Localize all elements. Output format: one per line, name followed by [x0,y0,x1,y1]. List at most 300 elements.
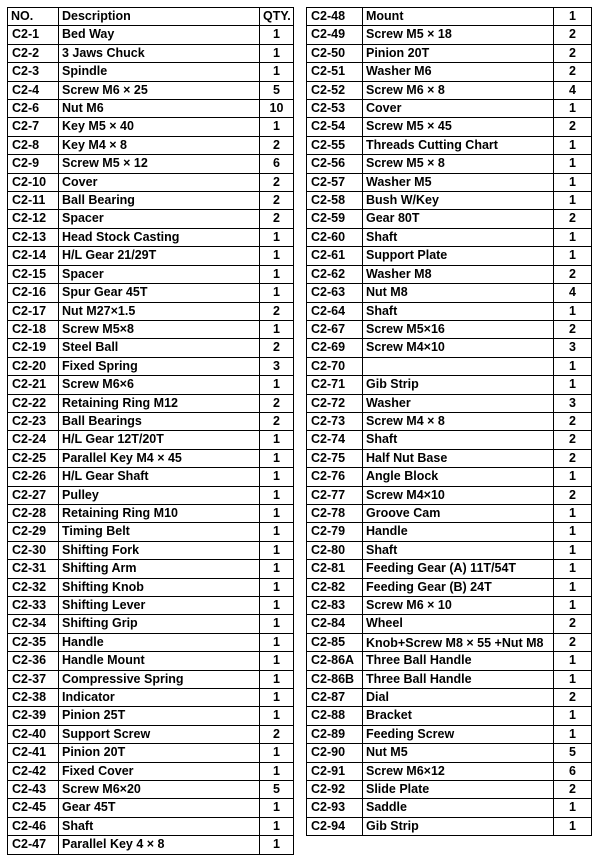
part-quantity: 2 [260,192,294,210]
part-description: Slide Plate [363,781,554,799]
part-quantity: 2 [554,689,592,707]
table-row [307,228,592,246]
table-row [307,615,592,633]
part-quantity: 1 [260,633,294,651]
part-quantity: 1 [554,707,592,725]
part-quantity: 3 [260,357,294,375]
part-number: C2-34 [8,615,59,633]
part-description: Nut M5 [363,744,554,762]
part-number: C2-18 [8,320,59,338]
part-description: Retaining Ring M10 [59,504,260,522]
part-description: Screw M5 × 45 [363,118,554,136]
table-row [8,652,294,670]
part-description: Fixed Spring [59,357,260,375]
part-description: Gib Strip [363,817,554,835]
part-quantity: 1 [260,118,294,136]
part-number: C2-61 [307,247,363,265]
table-row [8,836,294,854]
part-number: C2-62 [307,265,363,283]
part-quantity: 1 [260,247,294,265]
table-row [8,118,294,136]
part-number: C2-59 [307,210,363,228]
part-number: C2-36 [8,652,59,670]
header-no: NO. [8,8,59,26]
part-quantity: 1 [554,228,592,246]
part-description: Nut M8 [363,284,554,302]
part-quantity: 2 [554,63,592,81]
part-description: Washer [363,394,554,412]
part-quantity: 1 [554,725,592,743]
part-number: C2-77 [307,486,363,504]
part-description: Dial [363,689,554,707]
part-quantity: 1 [554,192,592,210]
part-number: C2-32 [8,578,59,596]
part-description: Shifting Fork [59,541,260,559]
part-number: C2-3 [8,63,59,81]
part-number: C2-46 [8,817,59,835]
part-quantity: 1 [260,707,294,725]
table-row [8,357,294,375]
part-description: Key M5 × 40 [59,118,260,136]
part-quantity: 1 [554,247,592,265]
part-description: Washer M5 [363,173,554,191]
part-description: Washer M6 [363,63,554,81]
part-number: C2-35 [8,633,59,651]
table-row [8,817,294,835]
table-row [8,376,294,394]
part-quantity: 6 [554,762,592,780]
part-number: C2-28 [8,504,59,522]
part-description: Key M4 × 8 [59,136,260,154]
table-row [307,725,592,743]
table-row [8,504,294,522]
part-number: C2-70 [307,357,363,375]
table-row [307,633,592,651]
part-quantity: 1 [554,357,592,375]
table-row [8,689,294,707]
table-row [307,597,592,615]
part-quantity: 2 [554,431,592,449]
part-description: H/L Gear 21/29T [59,247,260,265]
table-row [307,210,592,228]
part-quantity: 1 [260,486,294,504]
table-row [307,431,592,449]
table-row [8,744,294,762]
part-number: C2-14 [8,247,59,265]
part-number: C2-78 [307,504,363,522]
part-quantity: 1 [260,689,294,707]
part-quantity: 1 [554,504,592,522]
part-number: C2-52 [307,81,363,99]
part-number: C2-19 [8,339,59,357]
part-number: C2-51 [307,63,363,81]
parts-table-right [306,7,592,836]
part-quantity: 2 [554,210,592,228]
part-description: Three Ball Handle [363,670,554,688]
part-quantity: 2 [260,136,294,154]
table-row [307,44,592,62]
part-number: C2-11 [8,192,59,210]
table-row [307,652,592,670]
part-description: Support Screw [59,725,260,743]
table-row [307,26,592,44]
part-description: Shifting Grip [59,615,260,633]
part-quantity: 6 [260,155,294,173]
part-number: C2-86B [307,670,363,688]
part-quantity: 1 [554,468,592,486]
part-number: C2-30 [8,541,59,559]
part-quantity: 1 [554,155,592,173]
part-description: Screw M6 × 10 [363,597,554,615]
part-description: Screw M5×8 [59,320,260,338]
part-quantity: 2 [554,265,592,283]
part-number: C2-4 [8,81,59,99]
part-description: Screw M6 × 8 [363,81,554,99]
table-row [8,100,294,118]
table-row [8,670,294,688]
part-quantity: 1 [260,836,294,854]
part-quantity: 1 [260,449,294,467]
part-quantity: 2 [260,339,294,357]
part-quantity: 1 [554,597,592,615]
part-description: Screw M6×20 [59,781,260,799]
part-description: Steel Ball [59,339,260,357]
part-quantity: 5 [260,81,294,99]
table-row [8,762,294,780]
table-row [307,357,592,375]
table-row [8,541,294,559]
part-description: Screw M5×16 [363,320,554,338]
part-number: C2-53 [307,100,363,118]
part-description: Cover [59,173,260,191]
part-quantity: 1 [260,817,294,835]
part-number: C2-50 [307,44,363,62]
part-description: Groove Cam [363,504,554,522]
part-description: Shifting Lever [59,597,260,615]
table-row [8,284,294,302]
part-quantity: 4 [554,81,592,99]
part-description: Pinion 20T [59,744,260,762]
part-number: C2-26 [8,468,59,486]
part-description: Spindle [59,63,260,81]
part-description: Three Ball Handle [363,652,554,670]
part-number: C2-31 [8,560,59,578]
table-row [307,155,592,173]
table-row [307,560,592,578]
table-row [8,192,294,210]
table-row [307,799,592,817]
part-description: Washer M8 [363,265,554,283]
part-quantity: 2 [260,394,294,412]
table-row [307,8,592,26]
part-quantity: 1 [260,431,294,449]
table-row [8,486,294,504]
part-quantity: 1 [260,652,294,670]
part-description: Shaft [363,302,554,320]
part-description: Saddle [363,799,554,817]
part-description: Handle [363,523,554,541]
part-description: H/L Gear Shaft [59,468,260,486]
table-row [8,320,294,338]
table-row [8,449,294,467]
part-description: Bracket [363,707,554,725]
table-row [8,799,294,817]
table-row [307,284,592,302]
table-row [307,302,592,320]
part-description: Bush W/Key [363,192,554,210]
table-row [8,431,294,449]
part-quantity: 1 [554,799,592,817]
table-row [307,192,592,210]
table-row [8,63,294,81]
part-number: C2-8 [8,136,59,154]
part-number: C2-89 [307,725,363,743]
part-description: Shaft [59,817,260,835]
part-number: C2-27 [8,486,59,504]
part-quantity: 1 [260,26,294,44]
part-number: C2-43 [8,781,59,799]
part-number: C2-6 [8,100,59,118]
part-number: C2-54 [307,118,363,136]
table-row [8,615,294,633]
part-quantity: 3 [554,394,592,412]
part-description: Angle Block [363,468,554,486]
table-row [307,707,592,725]
part-number: C2-60 [307,228,363,246]
part-quantity: 2 [554,633,592,651]
part-quantity: 1 [554,560,592,578]
part-number: C2-21 [8,376,59,394]
table-row [307,81,592,99]
part-description: Shaft [363,431,554,449]
table-row [8,725,294,743]
part-number: C2-71 [307,376,363,394]
part-quantity: 4 [554,284,592,302]
part-description [363,357,554,375]
part-quantity: 1 [260,578,294,596]
part-number: C2-37 [8,670,59,688]
part-number: C2-83 [307,597,363,615]
part-number: C2-90 [307,744,363,762]
part-description: Screw M4×10 [363,486,554,504]
part-description: Spacer [59,210,260,228]
part-quantity: 1 [260,597,294,615]
part-quantity: 1 [260,670,294,688]
part-quantity: 1 [260,376,294,394]
part-description: Cover [363,100,554,118]
part-quantity: 2 [554,118,592,136]
part-quantity: 2 [554,486,592,504]
table-row [307,118,592,136]
part-number: C2-42 [8,762,59,780]
table-row [8,155,294,173]
part-description: Pinion 25T [59,707,260,725]
part-description: Screw M6×6 [59,376,260,394]
part-number: C2-24 [8,431,59,449]
part-quantity: 2 [554,320,592,338]
part-number: C2-58 [307,192,363,210]
table-row [8,707,294,725]
part-quantity: 1 [260,284,294,302]
part-number: C2-23 [8,412,59,430]
part-quantity: 1 [554,817,592,835]
table-row [307,541,592,559]
part-quantity: 1 [554,376,592,394]
table-row [307,578,592,596]
part-number: C2-87 [307,689,363,707]
part-number: C2-91 [307,762,363,780]
part-quantity: 1 [260,320,294,338]
part-description: Nut M27×1.5 [59,302,260,320]
part-quantity: 1 [260,744,294,762]
part-number: C2-82 [307,578,363,596]
part-description: Timing Belt [59,523,260,541]
part-description: 3 Jaws Chuck [59,44,260,62]
part-number: C2-45 [8,799,59,817]
part-quantity: 2 [554,26,592,44]
part-quantity: 1 [260,560,294,578]
part-description: Handle [59,633,260,651]
part-quantity: 1 [260,228,294,246]
part-description: Screw M6 × 25 [59,81,260,99]
part-description: Screw M5 × 8 [363,155,554,173]
part-quantity: 1 [554,578,592,596]
part-quantity: 1 [554,302,592,320]
part-description: Mount [363,8,554,26]
table-row [8,597,294,615]
table-row [307,449,592,467]
part-quantity: 1 [260,265,294,283]
table-row [8,523,294,541]
table-row [307,486,592,504]
part-quantity: 2 [260,302,294,320]
part-quantity: 1 [260,615,294,633]
table-row [307,394,592,412]
part-number: C2-39 [8,707,59,725]
part-quantity: 1 [554,670,592,688]
part-description: Screw M5 × 12 [59,155,260,173]
table-row [307,670,592,688]
part-number: C2-73 [307,412,363,430]
part-number: C2-10 [8,173,59,191]
part-number: C2-88 [307,707,363,725]
part-quantity: 2 [554,449,592,467]
part-number: C2-55 [307,136,363,154]
part-description: Pinion 20T [363,44,554,62]
table-row [307,265,592,283]
header-qty: QTY. [260,8,294,26]
table-row [307,173,592,191]
part-number: C2-41 [8,744,59,762]
part-description: Spur Gear 45T [59,284,260,302]
part-number: C2-56 [307,155,363,173]
part-number: C2-38 [8,689,59,707]
part-quantity: 1 [554,136,592,154]
part-description: Fixed Cover [59,762,260,780]
header-row [8,8,294,26]
parts-table-left [7,7,294,855]
part-number: C2-7 [8,118,59,136]
table-row [8,781,294,799]
part-number: C2-84 [307,615,363,633]
table-row [307,136,592,154]
part-quantity: 2 [260,173,294,191]
part-description: Compressive Spring [59,670,260,688]
part-description: Gear 45T [59,799,260,817]
part-description: Screw M6×12 [363,762,554,780]
header-description: Description [59,8,260,26]
part-number: C2-76 [307,468,363,486]
part-quantity: 1 [260,504,294,522]
table-row [307,781,592,799]
part-description: Knob+Screw M8 × 55 +Nut M8 [363,633,554,651]
part-description: Screw M4 × 8 [363,412,554,430]
part-description: Feeding Gear (A) 11T/54T [363,560,554,578]
table-row [8,173,294,191]
table-row [8,412,294,430]
part-quantity: 2 [554,615,592,633]
part-description: Ball Bearings [59,412,260,430]
part-description: Support Plate [363,247,554,265]
part-quantity: 1 [554,652,592,670]
table-row [8,633,294,651]
part-number: C2-86A [307,652,363,670]
table-row [307,63,592,81]
part-description: Shaft [363,228,554,246]
part-description: Gib Strip [363,376,554,394]
part-quantity: 1 [260,63,294,81]
table-row [8,81,294,99]
part-number: C2-94 [307,817,363,835]
part-description: Ball Bearing [59,192,260,210]
parts-list-right [307,8,592,836]
part-number: C2-22 [8,394,59,412]
table-row [8,44,294,62]
part-number: C2-57 [307,173,363,191]
part-number: C2-15 [8,265,59,283]
part-number: C2-72 [307,394,363,412]
table-row [8,136,294,154]
part-quantity: 1 [554,541,592,559]
part-number: C2-79 [307,523,363,541]
part-description: Parallel Key 4 × 8 [59,836,260,854]
part-quantity: 5 [260,781,294,799]
table-row [8,247,294,265]
part-quantity: 1 [554,100,592,118]
part-description: Screw M5 × 18 [363,26,554,44]
table-row [8,228,294,246]
part-number: C2-40 [8,725,59,743]
part-number: C2-49 [307,26,363,44]
part-number: C2-74 [307,431,363,449]
table-row [307,339,592,357]
table-row [307,817,592,835]
part-quantity: 1 [260,762,294,780]
part-number: C2-75 [307,449,363,467]
table-row [307,320,592,338]
table-row [307,247,592,265]
part-description: Gear 80T [363,210,554,228]
part-number: C2-12 [8,210,59,228]
part-description: H/L Gear 12T/20T [59,431,260,449]
part-quantity: 1 [554,8,592,26]
table-row [307,412,592,430]
part-number: C2-20 [8,357,59,375]
table-row [307,100,592,118]
part-description: Handle Mount [59,652,260,670]
part-description: Feeding Gear (B) 24T [363,578,554,596]
part-number: C2-64 [307,302,363,320]
